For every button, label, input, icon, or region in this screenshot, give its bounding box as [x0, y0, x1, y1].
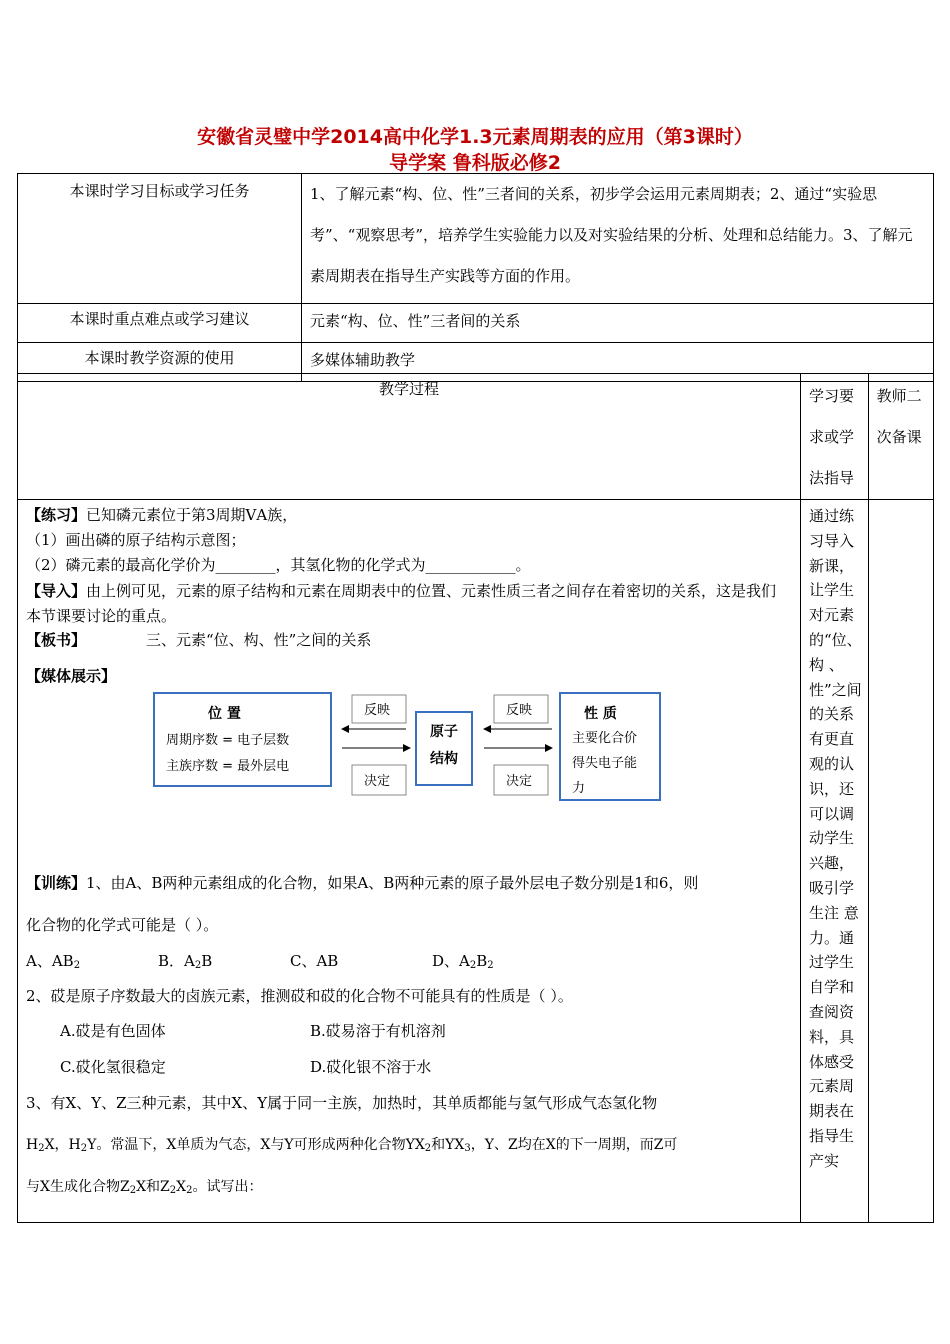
q3c-sub1: 2 [129, 1185, 137, 1196]
intro-tag: 【导入】 [26, 582, 87, 600]
training-q1-text: 1、由A、B两种元素组成的化合物，如果A、B两种元素的原子最外层电子数分别是1和6，则 [86, 874, 699, 892]
q3b-sub4: 3 [464, 1143, 471, 1154]
decide-left-label: 决定 [364, 774, 391, 789]
reflect-right-label: 反映 [506, 703, 533, 718]
table-row [18, 374, 934, 500]
process-content [18, 500, 801, 1223]
practice-line [26, 504, 297, 525]
guide-content: 通过练习导入新课，让学生对元素的“位、构 、性”之间的关系有更直观的认识，还可以调动学生 兴趣，吸引学生注 意力。通过学生自学和查阅资料，具体感受元素周期表在指导生产实 [801, 500, 869, 1223]
lesson-info-table [17, 173, 934, 382]
property-line3: 力 [572, 781, 586, 796]
atom-line1: 原子 [430, 724, 458, 740]
guide-header: 学习要求或学法指导 [801, 374, 869, 500]
practice-tag: 【练习】 [26, 506, 87, 524]
q3b-sub1: 2 [38, 1143, 45, 1154]
q3b-and: 和YX [431, 1137, 465, 1153]
option-b-sub: 2 [194, 960, 202, 971]
q3c-sub2: 2 [169, 1185, 177, 1196]
q3c-mid2: X [176, 1179, 187, 1195]
position-title: 位 置 [208, 706, 241, 722]
q3b-rest2: Y。常温下，X单质为气态，X与Y可形成两种化合物YX [87, 1137, 425, 1153]
board-text: 三、元素“位、构、性”之间的关系 [146, 631, 372, 649]
teaching-process-table [17, 373, 934, 1223]
training-q2-b: B.砹易溶于有机溶剂 [310, 1022, 446, 1040]
atom-structure-box [416, 712, 472, 785]
option-b-tail: B [201, 952, 213, 970]
q3c-end: 。试写出： [192, 1179, 263, 1195]
backup-content [868, 500, 933, 1223]
training-tag: 【训练】 [26, 874, 87, 892]
goals-content: 1、了解元素“构、位、性”三者间的关系，初步学会运用元素周期表；2、通过“实验思考”、“观察思考”，培养学生实验能力以及对实验结果的分析、处理和总结能力。3、了解元素周期表在指导生产实践等方面的作用。 [302, 174, 934, 304]
training-q2-d: D.砹化银不溶于水 [310, 1058, 432, 1076]
option-d-sub1: 2 [469, 960, 477, 971]
focus-label: 本课时重点难点或学习建议 [18, 304, 302, 343]
position-line1: 周期序数 = 电子层数 [166, 733, 290, 748]
q3b-rest: X，H [44, 1137, 81, 1153]
document-title-line2: 导学案 鲁科版必修2 [389, 152, 561, 174]
table-row [18, 304, 934, 343]
intro-text: 由上例可见，元素的原子结构和元素在周期表中的位置、元素性质三者之间存在着密切的关系，这是我们本节课要讨论的重点。 [26, 582, 777, 625]
training-q2-a: A.砹是有色固体 [60, 1022, 166, 1040]
position-line2: 主族序数 = 最外层电 [166, 759, 290, 774]
option-b [158, 950, 212, 971]
resources-content: 多媒体辅助教学 [302, 343, 934, 382]
property-line2: 得失电子能 [572, 756, 638, 771]
board-line [26, 629, 371, 650]
focus-content: 元素“构、位、性”三者间的关系 [302, 304, 934, 343]
atom-line2: 结构 [430, 751, 458, 767]
q3c-mid: X和Z [136, 1179, 170, 1195]
backup-header: 教师二次备课 [868, 374, 933, 500]
property-line1: 主要化合价 [572, 731, 638, 746]
media-tag: 【媒体展示】 [26, 667, 117, 685]
training-q2-c: C.砹化氢很稳定 [60, 1058, 166, 1076]
decide-right-label: 决定 [506, 774, 533, 789]
training-q2: 2、砹是原子序数最大的卤族元素，推测砹和砹的化合物不可能具有的性质是（ ）。 [26, 987, 573, 1005]
q3c-sub3: 2 [186, 1185, 193, 1196]
option-d-text: D、A [432, 952, 470, 970]
option-d-mid: B [476, 952, 488, 970]
resources-label: 本课时教学资源的使用 [18, 343, 302, 382]
q3b-sub3: 2 [424, 1143, 432, 1154]
option-d [432, 950, 494, 971]
training-q1b: 化合物的化学式可能是（ ）。 [26, 916, 219, 934]
practice-q2: （2）磷元素的最高化学价为________，其氢化物的化学式为____________。 [26, 556, 531, 574]
option-b-text: B．A [158, 952, 195, 970]
q3b-end: ，Y、Z均在X的下一周期，而Z可 [470, 1137, 678, 1153]
practice-text: 已知磷元素位于第3周期ⅤA族， [86, 506, 298, 524]
training-q3: 3、有X、Y、Z三种元素，其中X、Y属于同一主族，加热时，其单质都能与氢气形成气态氢化物 [26, 1094, 658, 1112]
reflect-left-label: 反映 [364, 703, 391, 718]
q3b-h1: H [26, 1137, 39, 1153]
q3c-text: 与X生成化合物Z [26, 1179, 130, 1195]
document-title-line1: 安徽省灵璧中学2014高中化学1.3元素周期表的应用（第3课时） [197, 126, 753, 148]
option-c: C、AB [290, 952, 339, 970]
training-q3c [26, 1176, 263, 1196]
q3b-sub2: 2 [80, 1143, 88, 1154]
training-q3b [26, 1134, 677, 1154]
table-row [18, 174, 934, 304]
table-row [18, 500, 934, 1223]
board-tag: 【板书】 [26, 631, 87, 649]
option-d-sub2: 2 [487, 960, 494, 971]
intro-paragraph [26, 579, 786, 629]
option-a-text: A、AB [26, 952, 74, 970]
option-a-sub: 2 [73, 960, 81, 971]
structure-position-property-diagram [148, 688, 668, 808]
property-title: 性 质 [584, 706, 617, 722]
training-q1 [26, 872, 698, 893]
practice-q1: （1）画出磷的原子结构示意图； [26, 531, 246, 549]
goals-label: 本课时学习目标或学习任务 [18, 174, 302, 304]
option-a [26, 950, 80, 971]
process-header: 教学过程 [18, 374, 801, 500]
